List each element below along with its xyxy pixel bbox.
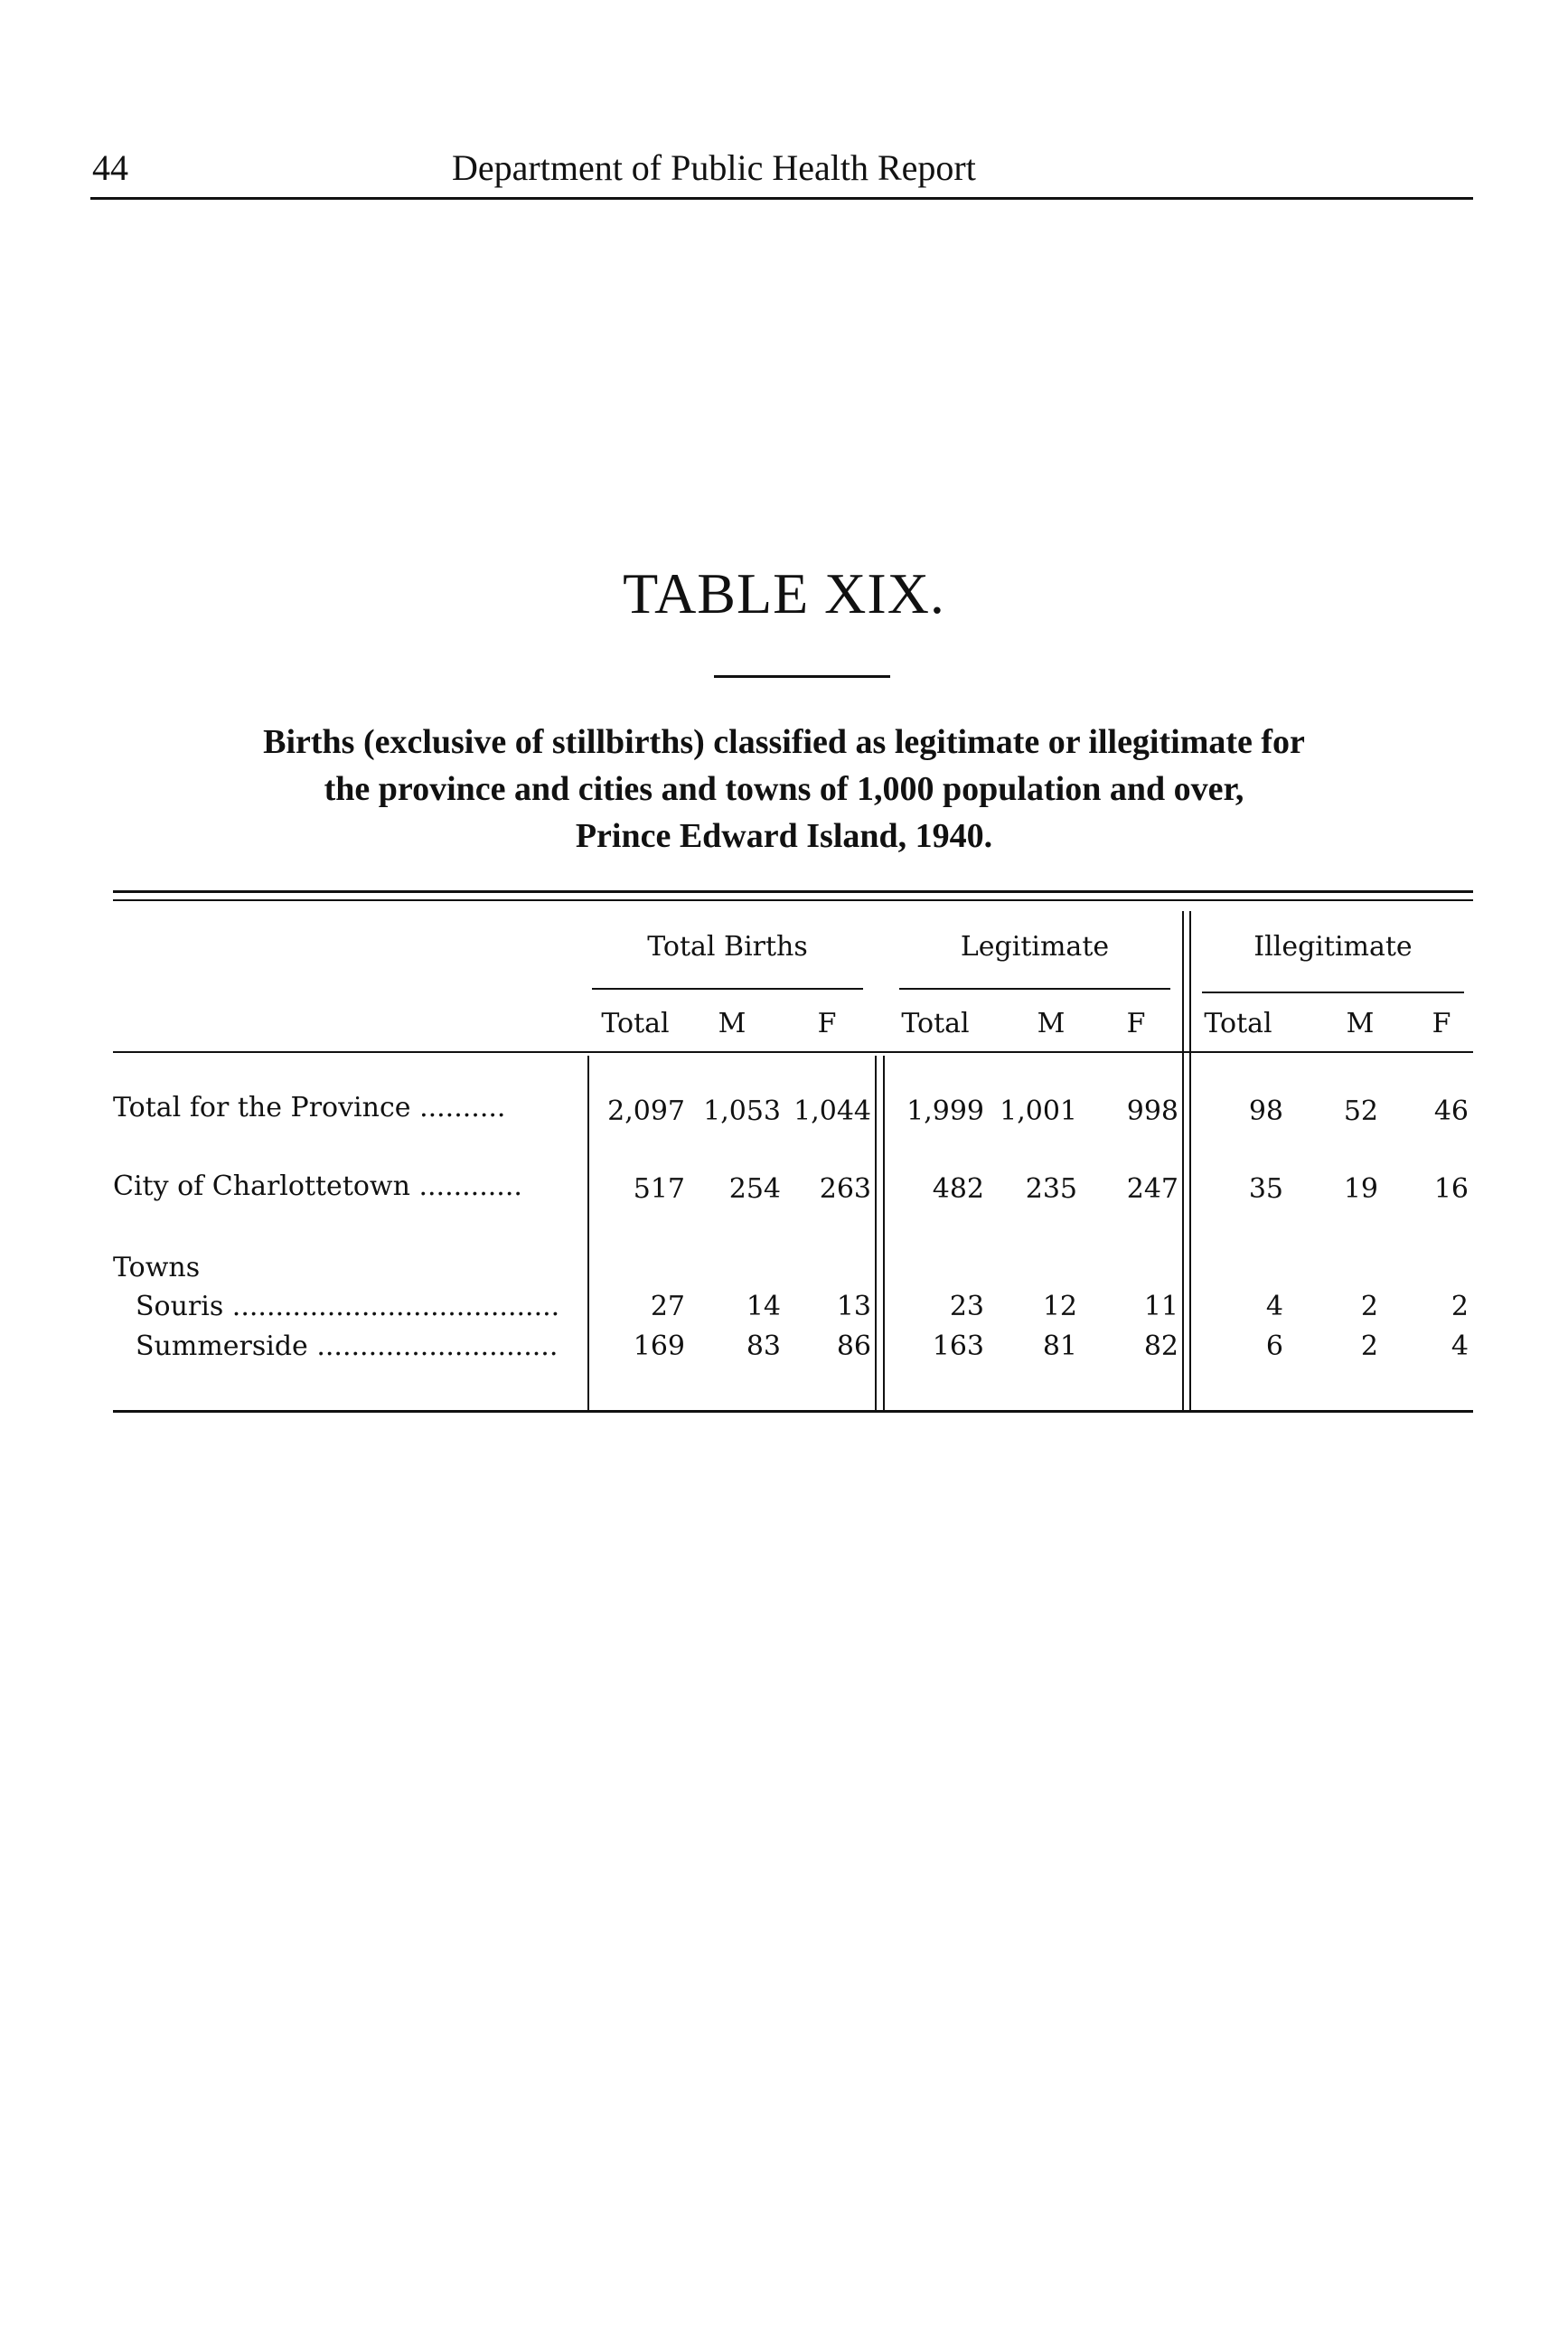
table-cell: 81: [1042, 1330, 1077, 1362]
table-cell: 14: [746, 1291, 781, 1322]
column-divider: [1182, 911, 1184, 1410]
column-divider: [875, 1056, 877, 1410]
table-cell: 35: [1248, 1173, 1283, 1205]
table-cell: 517: [633, 1173, 685, 1205]
subheader-total: Total: [1204, 1008, 1272, 1039]
table-cell: 254: [728, 1173, 781, 1205]
table-cell: 4: [1265, 1291, 1283, 1322]
table-cell: 1,053: [703, 1095, 781, 1127]
table-cell: 2,097: [607, 1095, 685, 1127]
group-header-illegitimate: Illegitimate: [1253, 931, 1413, 963]
group-underline: [592, 988, 863, 990]
table-cell: 2: [1451, 1291, 1469, 1322]
row-label: Summerside ............................: [136, 1330, 559, 1362]
column-divider: [1189, 911, 1191, 1410]
subheader-total: Total: [901, 1008, 970, 1039]
table-cell: 1,999: [906, 1095, 984, 1127]
table-cell: 27: [650, 1291, 685, 1322]
table-cell: 263: [819, 1173, 871, 1205]
table-cell: 169: [633, 1330, 685, 1362]
top-double-rule: [113, 899, 1473, 901]
caption-line: the province and cities and towns of 1,000 population and over,: [324, 770, 1244, 808]
table-cell: 16: [1433, 1173, 1469, 1205]
table-cell: 163: [932, 1330, 984, 1362]
subheader-total: Total: [601, 1008, 670, 1039]
subheader-f: F: [817, 1008, 837, 1039]
table-cell: 82: [1143, 1330, 1178, 1362]
table-cell: 86: [836, 1330, 871, 1362]
group-underline: [899, 988, 1170, 990]
table-cell: 23: [949, 1291, 984, 1322]
row-label: Souris ......................................: [136, 1291, 560, 1322]
header-bottom-rule: [113, 1051, 1473, 1053]
table-cell: 482: [932, 1173, 984, 1205]
table-cell: 4: [1451, 1330, 1469, 1362]
group-header-legitimate: Legitimate: [960, 931, 1110, 963]
row-label: Total for the Province ..........: [113, 1092, 506, 1123]
table-cell: 46: [1433, 1095, 1469, 1127]
table-cell: 2: [1360, 1291, 1378, 1322]
table-cell: 11: [1143, 1291, 1178, 1322]
table-cell: 1,044: [793, 1095, 871, 1127]
table-cell: 19: [1343, 1173, 1378, 1205]
table-cell: 2: [1360, 1330, 1378, 1362]
page-number: 44: [92, 147, 128, 188]
column-divider: [883, 1056, 885, 1410]
table-number: TABLE XIX.: [623, 561, 945, 625]
table-cell: 98: [1248, 1095, 1283, 1127]
subheader-m: M: [1346, 1008, 1375, 1039]
running-title: Department of Public Health Report: [452, 147, 976, 188]
table-cell: 52: [1343, 1095, 1378, 1127]
bottom-rule: [113, 1410, 1473, 1413]
table-cell: 1,001: [1000, 1095, 1077, 1127]
row-label: Towns: [113, 1252, 201, 1283]
table-cell: 998: [1126, 1095, 1178, 1127]
table-cell: 247: [1126, 1173, 1178, 1205]
table-cell: 235: [1025, 1173, 1077, 1205]
table-caption: [90, 719, 1478, 860]
subheader-m: M: [718, 1008, 746, 1039]
group-header-total-births: Total Births: [647, 931, 808, 963]
table-cell: 6: [1265, 1330, 1283, 1362]
heading-divider: [714, 675, 890, 678]
top-double-rule: [113, 890, 1473, 893]
column-divider: [587, 1056, 589, 1410]
page-header: [90, 143, 1473, 200]
caption-line: Births (exclusive of stillbirths) classified as legitimate or illegitimate for: [263, 723, 1305, 761]
table-cell: 83: [746, 1330, 781, 1362]
row-label: City of Charlottetown ............: [113, 1170, 522, 1202]
caption-line: Prince Edward Island, 1940.: [575, 817, 993, 855]
subheader-m: M: [1037, 1008, 1066, 1039]
group-underline: [1202, 992, 1464, 993]
subheader-f: F: [1126, 1008, 1146, 1039]
table-cell: 13: [836, 1291, 871, 1322]
table-cell: 12: [1042, 1291, 1077, 1322]
subheader-f: F: [1432, 1008, 1451, 1039]
